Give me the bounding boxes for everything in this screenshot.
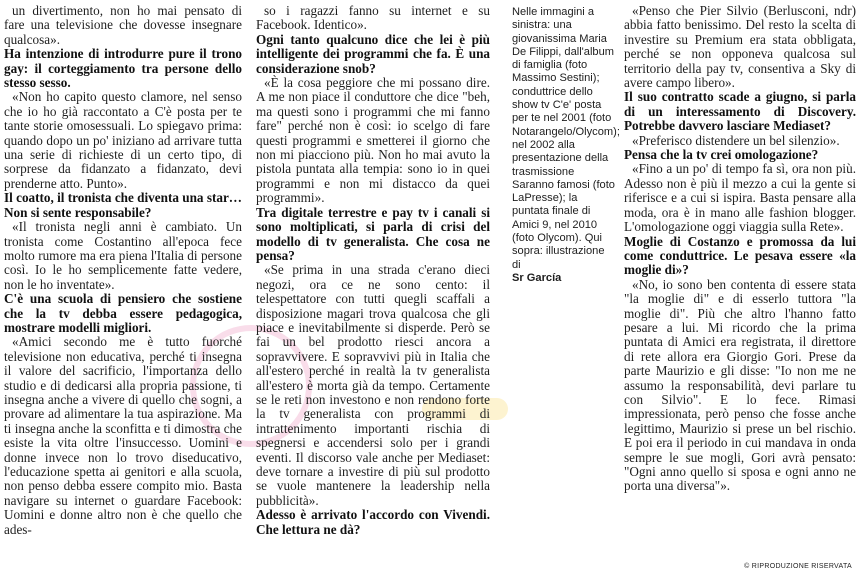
interview-question: Ogni tanto qualcuno dice che lei è più intelligente dei programmi che fa. È una considerazione snob? [256,31,490,76]
text-column-4 [624,4,856,494]
text-column-2 [256,4,490,537]
interview-answer: «È la cosa peggiore che mi possano dire. A me non piace il conduttore che dice "beh, ma questi sono i programmi che mi fanno fare" perché non è così: io scelgo di fare questi programmi e smetterei il giorno che non mi piacciono più. Non ho mai avuto la pistola puntata alla tempia: sono io in quei programmi e non mi distacco da quei programmi». [256,75,490,206]
photo-caption [512,6,620,285]
interview-question: Tra digitale terrestre e pay tv i canali si sono moltiplicati, si parla di crisi del modello di tv generalista. Che cosa ne pensa? [256,204,490,263]
interview-answer: «No, io sono ben contenta di essere stata "la moglie di" e di esserlo tuttora "la moglie di". Più che altro l'hanno fatto pesare a lui. Mi ricordo che la prima puntata di Amici era registrata, il direttore di rete allora era Giorgio Gori. Prese da parte Maurizio e gli disse: "Io non me ne assumo la responsabilità, devi parlare tu con Silvio". E lo fece. Rimasi impressionata, però penso che fosse anche legittimo, Maurizio si prese un bel rischio. E poi era il periodo in cui mandava in onda sempre le sue mogli, Gori avrà pensato: "Ogni anno quello si sposa e ogni anno ne porta una diversa"». [624,276,856,494]
interview-question: Adesso è arrivato l'accordo con Vivendi. Che lettura ne dà? [256,507,490,537]
interview-question: Pensa che la tv crei omologazione? [624,147,819,163]
interview-question: Il coatto, il tronista che diventa una star… Non si sente responsabile? [4,190,242,220]
interview-answer: so i ragazzi fanno su internet e su Facebook. Identico». [256,3,490,33]
interview-question: Moglie di Costanzo e promossa da lui come conduttrice. Le pesava essere «la moglie di»? [624,233,856,278]
text-column-1 [4,4,242,537]
interview-answer: «Amici secondo me è tutto fuorché televisione non educativa, perché ti insegna il valore del sacrificio, l'importanza dello studio e di dedicarsi alla propria passione, ti insegna anche a vivere di quello che sogni, a provare ad alimentare la tua aspirazione. Ma ti insegna anche la sconfitta e ti dimostra che esiste la vita oltre l'insuccesso. Uomini e donne invece non lo trovo diseducativo, l'educazione spetta ai genitori e alla scuola, non penso debba essere compito mio. Basta navigare su internet o guardare Facebook: Uomini e donne altro non è che quello che ades- [4,334,242,537]
interview-question: Il suo contratto scade a giugno, si parla di un interessamento di Discovery. Potrebbe davvero lasciare Mediaset? [624,89,856,134]
interview-answer: «Il tronista negli anni è cambiato. Un tronista come Costantino all'epoca fece molto rumore ma era piena l'Italia di persone così. Io le ho semplicemente fatte vedere, non le ho inventate». [4,219,242,292]
interview-question: Ha intenzione di introdurre pure il trono gay: il corteggiamento tra persone dello stesso sesso. [4,46,242,91]
interview-answer: «Penso che Pier Silvio (Berlusconi, ndr) abbia fatto benissimo. Del resto la scelta di investire su Premium era stata obbligata, perché se non opponeva qualcosa sul territorio della pay tv, consentiva a Sky di avere campo libero». [624,3,856,91]
interview-answer: un divertimento, non ho mai pensato di fare una televisione che dovesse insegnare qualcosa». [4,3,242,47]
interview-answer: «Se prima in una strada c'erano dieci negozi, ora ce ne sono cento: il telespettatore con tutti quegli scaffali a disposizione magari trova qualcosa che gli piace e inevitabilmente si disperde. Però se fai un bel prodotto riesci ancora a sopravvivere. E sopravvivi più in Italia che all'estero perché in realtà la tv generalista all'estero è morta già da tempo. Certamente se le reti non investono e non rendono forte la tv generalista con programmi di intrattenimento importanti rischia di spegnersi e accendersi solo per i grandi eventi. Il discorso vale anche per Mediaset: deve tornare a investire di più sul prodotto se vuole mantenere la leadership nella pubblicità». [256,262,490,508]
copyright-notice: © RIPRODUZIONE RISERVATA [744,563,852,570]
illustration-credit: Sr García [512,271,562,284]
interview-answer: «Preferisco distendere un bel silenzio». [632,132,840,148]
interview-answer: «Non ho capito questo clamore, nel senso che io ho già raccontato a C'è posta per te tante storie omosessuali. Lo spiegavo prima: quando dopo un po' iniziano ad arrivare tutta una serie di richieste di un certo tipo, di sorprese da fidanzato a fidanzato, devi prenderne atto. Punto». [4,89,242,191]
interview-question: C'è una scuola di pensiero che sostiene che la tv debba essere pedagogica, mostrare modelli migliori. [4,291,242,335]
caption-text: Nelle immagini a sinistra: una giovanissima Maria De Filippi, dall'album di famiglia (foto Massimo Sestini); conduttrice dello show tv C'e' posta per te nel 2001 (foto Notarangelo/Olycom); nel 2002 alla presentazione della trasmissione Saranno famosi (foto LaPresse); la puntata finale di Amici 9, nel 2010 (foto Olycom). Qui sopra: illustrazione di [512,6,620,271]
interview-answer: «Fino a un po' di tempo fa sì, ora non più. Adesso non è più il mezzo a cui la gente si riferisce e a cui si ispira. Basta pensare alla moda, ora è in mano alle fashion blogger. L'omologazione oggi viaggia sulla Rete». [624,161,856,235]
